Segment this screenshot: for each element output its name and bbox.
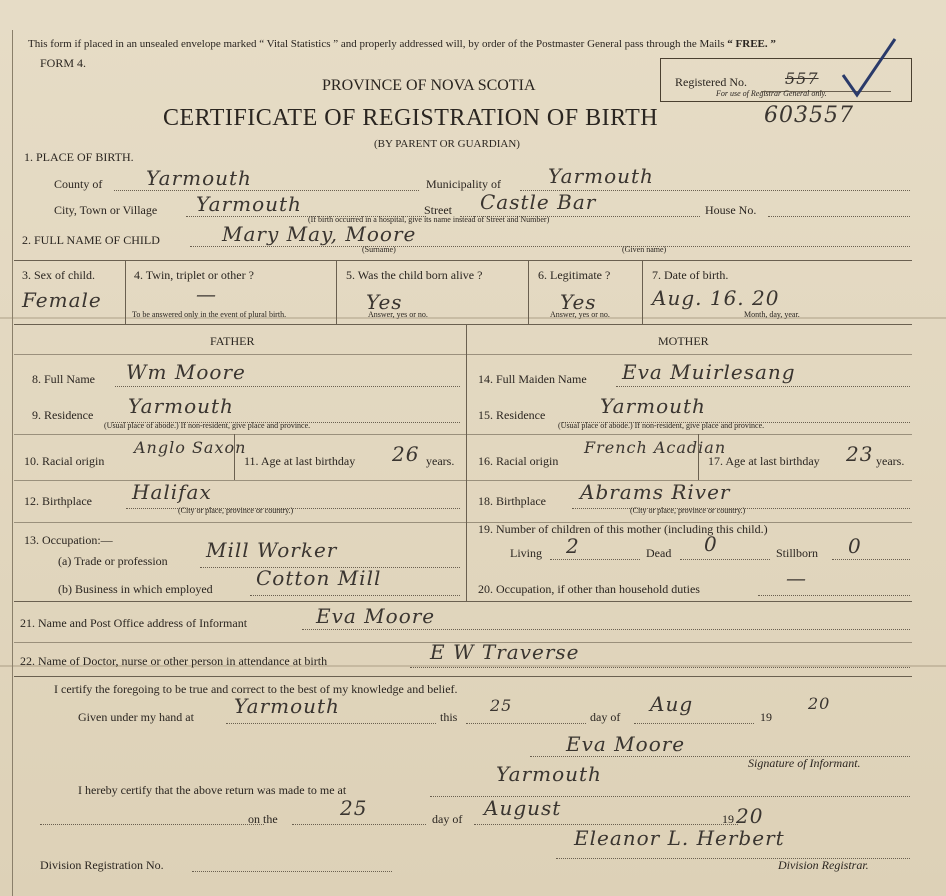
twin-label: 4. Twin, triplet or other ?	[134, 268, 254, 282]
surname-label: (Surname)	[362, 245, 396, 254]
doctor-value: E W Traverse	[430, 640, 580, 664]
child-name-label: 2. FULL NAME OF CHILD	[22, 233, 160, 247]
given-name-label: (Given name)	[622, 245, 667, 254]
legitimate-note: Answer, yes or no.	[550, 310, 610, 319]
sex-label: 3. Sex of child.	[22, 268, 95, 282]
street-label: Street	[424, 203, 452, 217]
registrar-day-value: 25	[340, 796, 368, 820]
subtitle: (BY PARENT OR GUARDIAN)	[374, 138, 520, 150]
father-age-value: 26	[392, 442, 420, 466]
father-birthplace-note: (City or place, province or country.)	[178, 506, 294, 515]
certificate-number: 603557	[764, 103, 854, 128]
registrar-signature-label: Division Registrar.	[778, 858, 869, 872]
division-registration-label: Division Registration No.	[40, 858, 164, 872]
father-residence-note: (Usual place of abode.) If non-resident, give place and province.	[104, 421, 311, 430]
on-the-label: on the	[248, 812, 278, 826]
registrar-signature: Eleanor L. Herbert	[574, 826, 785, 850]
mother-name-label: 14. Full Maiden Name	[478, 372, 587, 386]
dob-note: Month, day, year.	[744, 310, 800, 319]
mother-birthplace-value: Abrams River	[580, 480, 731, 504]
registered-value: 557	[785, 69, 819, 88]
mother-occupation-label: 20. Occupation, if other than household duties	[478, 582, 700, 596]
province: PROVINCE OF NOVA SCOTIA	[322, 77, 536, 94]
mother-residence-value: Yarmouth	[600, 394, 706, 418]
form-number: FORM 4.	[40, 56, 87, 70]
dob-value: Aug. 16. 20	[652, 286, 780, 310]
father-business-value: Cotton Mill	[256, 566, 382, 590]
mother-years-label: years.	[876, 454, 905, 468]
father-racial-label: 10. Racial origin	[24, 454, 105, 468]
father-birthplace-label: 12. Birthplace	[24, 494, 92, 508]
mail-notice: This form if placed in an unsealed envelope marked “ Vital Statistics ” and properly addressed will, by order of the Postmaster General pass through the Mails “ FREE. ”	[28, 38, 776, 50]
municipality-label: Municipality of	[426, 177, 501, 191]
sex-value: Female	[22, 288, 102, 312]
informant-signature: Eva Moore	[566, 732, 686, 756]
mother-age-value: 23	[846, 442, 874, 466]
house-label: House No.	[705, 203, 757, 217]
doctor-label: 22. Name of Doctor, nurse or other person in attendance at birth	[20, 654, 328, 668]
mother-age-label: 17. Age at last birthday	[708, 454, 820, 468]
registrar-use-note: For use of Registrar General only.	[716, 89, 827, 98]
given-label: Given under my hand at	[78, 710, 194, 724]
check-mark-icon	[839, 37, 899, 101]
father-name-label: 8. Full Name	[32, 372, 95, 386]
informant-signature-label: Signature of Informant.	[748, 756, 861, 770]
father-racial-value: Anglo Saxon	[134, 438, 247, 457]
legitimate-value: Yes	[560, 290, 597, 314]
hospital-note: (If birth occurred in a hospital, give its name instead of Street and Number)	[308, 215, 550, 224]
given-dayof-label: day of	[590, 710, 621, 724]
stillborn-label: Stillborn	[776, 546, 819, 560]
father-trade-value: Mill Worker	[206, 538, 338, 562]
county-label: County of	[54, 177, 103, 191]
living-label: Living	[510, 546, 542, 560]
mother-heading: MOTHER	[658, 334, 709, 348]
child-name-value: Mary May, Moore	[222, 222, 417, 246]
stillborn-value: 0	[848, 534, 862, 558]
informant-value: Eva Moore	[316, 604, 436, 628]
given-month-value: Aug	[650, 692, 694, 716]
twin-value: —	[196, 282, 217, 306]
registered-box	[660, 58, 912, 102]
given-year-prefix: 19	[760, 710, 772, 724]
this-label: this	[440, 710, 458, 724]
given-place-value: Yarmouth	[234, 694, 340, 718]
given-day-value: 25	[490, 696, 513, 715]
twin-note: To be answered only in the event of plural birth.	[132, 310, 287, 319]
place-of-birth-label: 1. PLACE OF BIRTH.	[24, 150, 134, 164]
registrar-dayof-label: day of	[432, 812, 463, 826]
living-value: 2	[566, 534, 580, 558]
alive-label: 5. Was the child born alive ?	[346, 268, 483, 282]
mother-residence-note: (Usual place of abode.) If non-resident, give place and province.	[558, 421, 765, 430]
mother-racial-value: French Acadian	[584, 438, 727, 457]
father-business-label: (b) Business in which employed	[58, 582, 213, 596]
given-year-value: 20	[808, 694, 831, 713]
registrar-statement: I hereby certify that the above return was made to me at	[78, 783, 347, 797]
mother-birthplace-label: 18. Birthplace	[478, 494, 546, 508]
city-label: City, Town or Village	[54, 203, 158, 217]
county-value: Yarmouth	[146, 166, 252, 190]
registrar-year-value: 20	[736, 804, 764, 828]
father-residence-label: 9. Residence	[32, 408, 94, 422]
father-years-label: years.	[426, 454, 455, 468]
certify-statement: I certify the foregoing to be true and correct to the best of my knowledge and belief.	[54, 682, 458, 696]
registrar-year-prefix: 19	[722, 812, 734, 826]
dead-value: 0	[704, 532, 718, 556]
mother-name-value: Eva Muirlesang	[622, 360, 796, 384]
city-value: Yarmouth	[196, 192, 302, 216]
mother-occupation-value: —	[786, 566, 807, 590]
father-residence-value: Yarmouth	[128, 394, 234, 418]
mother-residence-label: 15. Residence	[478, 408, 546, 422]
street-value: Castle Bar	[480, 190, 597, 214]
mother-children-label: 19. Number of children of this mother (including this child.)	[478, 522, 768, 536]
mother-racial-label: 16. Racial origin	[478, 454, 559, 468]
father-occupation-label: 13. Occupation:—	[24, 533, 113, 547]
alive-note: Answer, yes or no.	[368, 310, 428, 319]
registrar-month-value: August	[484, 796, 562, 820]
registrar-place-value: Yarmouth	[496, 762, 602, 786]
father-age-label: 11. Age at last birthday	[244, 454, 356, 468]
municipality-value: Yarmouth	[548, 164, 654, 188]
father-heading: FATHER	[210, 334, 255, 348]
alive-value: Yes	[366, 290, 403, 314]
father-birthplace-value: Halifax	[132, 480, 212, 504]
mother-birthplace-note: (City or place, province or country.)	[630, 506, 746, 515]
dob-label: 7. Date of birth.	[652, 268, 729, 282]
father-name-value: Wm Moore	[126, 360, 246, 384]
registered-label: Registered No.	[675, 75, 747, 89]
informant-label: 21. Name and Post Office address of Informant	[20, 616, 248, 630]
dead-label: Dead	[646, 546, 672, 560]
father-trade-label: (a) Trade or profession	[58, 554, 168, 568]
page-title: CERTIFICATE OF REGISTRATION OF BIRTH	[163, 105, 659, 131]
legitimate-label: 6. Legitimate ?	[538, 268, 611, 282]
